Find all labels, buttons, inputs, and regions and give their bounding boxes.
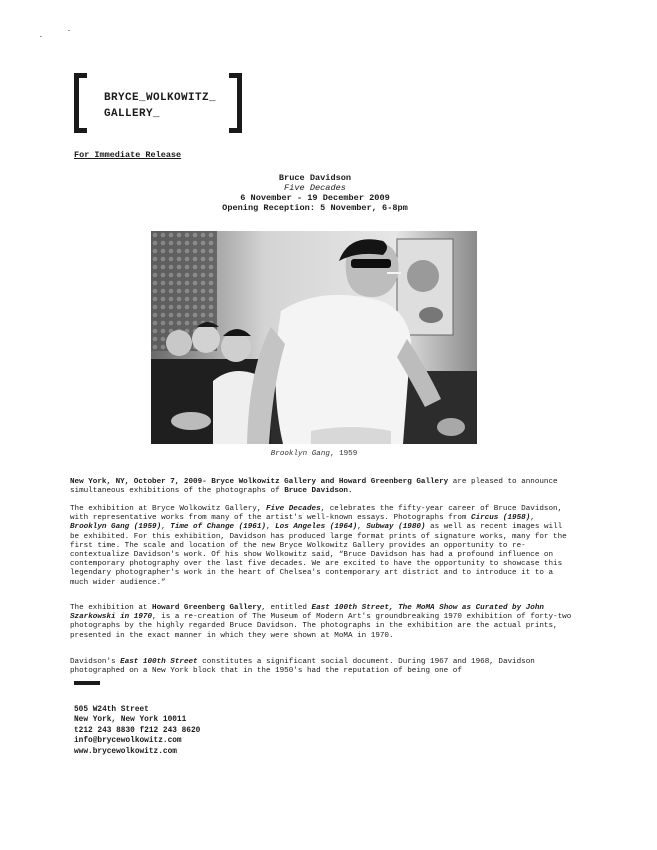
paragraph-social-document	[70, 658, 575, 676]
p2-separator: ,	[357, 523, 367, 532]
address-website[interactable]: www.brycewolkowitz.com	[74, 747, 177, 756]
p4-text-a: Davidson's	[70, 658, 121, 666]
p2-text-b: , celebrates the fifty-year career of Bruce Davidson, with representative works from many of the artist's well-known essays. Photographs from	[70, 505, 563, 523]
p3-text-b: , entitled	[261, 604, 312, 612]
paragraph-five-decades	[70, 505, 575, 588]
paragraph-east-100th-exhibition	[70, 604, 575, 641]
p3-exhibition-title: East 100th Street, The MoMA Show as Curated by John Szarkowski in 1970	[70, 604, 544, 622]
release-label: For Immediate Release	[74, 150, 182, 160]
exhibition-dates: 6 November - 19 December 2009	[240, 193, 390, 203]
photograph-illustration	[151, 231, 477, 444]
address-email[interactable]: info@brycewolkowitz.com	[74, 737, 182, 746]
title-block	[140, 173, 490, 213]
p2-separator: ,	[161, 523, 171, 532]
announcement-text: are pleased to announce simultaneous exhibitions of the photographs of	[70, 478, 558, 496]
paragraph-announcement	[70, 478, 575, 496]
p2-work-los-angeles: Los Angeles (1964)	[275, 523, 358, 532]
scan-speck	[40, 36, 42, 37]
p3-gallery-name: Howard Greenberg Gallery	[152, 604, 262, 612]
address-street: 505 W24th Street	[74, 706, 149, 714]
footer-rule	[74, 681, 100, 685]
p4-text-b: constitutes a significant social document. During 1967 and 1968, Davidson photographed on a New York block that in the 1950's had the reputation of being one of	[70, 658, 535, 676]
p2-separator: ,	[530, 514, 535, 523]
p4-essay-title: East 100th Street	[120, 658, 198, 666]
photo-caption	[151, 450, 477, 458]
caption-title: Brooklyn Gang	[270, 450, 330, 458]
p2-work-brooklyn-gang: Brooklyn Gang (1959)	[70, 523, 162, 532]
logo-line-1: BRYCE_WOLKOWITZ_	[104, 92, 217, 104]
featured-photograph	[151, 231, 477, 444]
logo-wordmark	[104, 90, 216, 122]
exhibition-title: Five Decades	[284, 183, 346, 193]
p2-work-subway: Subway (1980)	[366, 523, 426, 532]
p2-text-c: as well as recent images will be exhibited. For this exhibition, Davidson has produced large format prints of signature works, many for the first time. The scale and location of the new Bryce Wolkowitz Gallery provides an opportunity to re-contextualize Davidson's work. Of his show Wolkowitz said, “Bruce Davidson has had a profound influence on contemporary photography over the last five decades. We are excited to have the opportunity to showcase this legendary photographer's work in the heart of Chelsea's contemporary art district and to introduce it to a much wider audience.”	[70, 523, 567, 587]
logo-left-bracket	[74, 73, 87, 133]
p2-work-time-of-change: Time of Change (1961)	[170, 523, 266, 532]
announcement-lead: New York, NY, October 7, 2009- Bryce Wolkowitz Gallery and Howard Greenberg Gallery	[70, 478, 449, 486]
logo-right-bracket	[229, 73, 242, 133]
p3-text-a: The exhibition at	[70, 604, 153, 612]
opening-reception: Opening Reception: 5 November, 6-8pm	[222, 203, 408, 213]
scan-speck	[68, 30, 70, 31]
logo-line-2: GALLERY_	[104, 108, 161, 120]
p2-separator: ,	[265, 523, 276, 532]
gallery-logo	[74, 73, 242, 135]
artist-name: Bruce Davidson	[278, 173, 352, 183]
p2-exhibition-title: Five Decades	[265, 505, 321, 513]
p3-text-c: , is a re-creation of The Museum of Modern Art's groundbreaking 1970 exhibition of forty-two photographs by the highly regarded Bruce Davidson. The photographs in the exhibition are the actual prints, presented in the exact manner in which they were shown at MoMA in 1970.	[70, 613, 572, 640]
caption-year: , 1959	[329, 450, 358, 458]
gallery-address	[74, 705, 200, 757]
p2-work-circus: Circus (1958)	[471, 514, 531, 523]
address-city: New York, New York 10011	[74, 716, 187, 725]
p2-text-a: The exhibition at Bryce Wolkowitz Gallery,	[70, 505, 266, 513]
address-phone: t212 243 8830 f212 243 8620	[74, 726, 201, 735]
announcement-artist: Bruce Davidson.	[284, 487, 353, 496]
